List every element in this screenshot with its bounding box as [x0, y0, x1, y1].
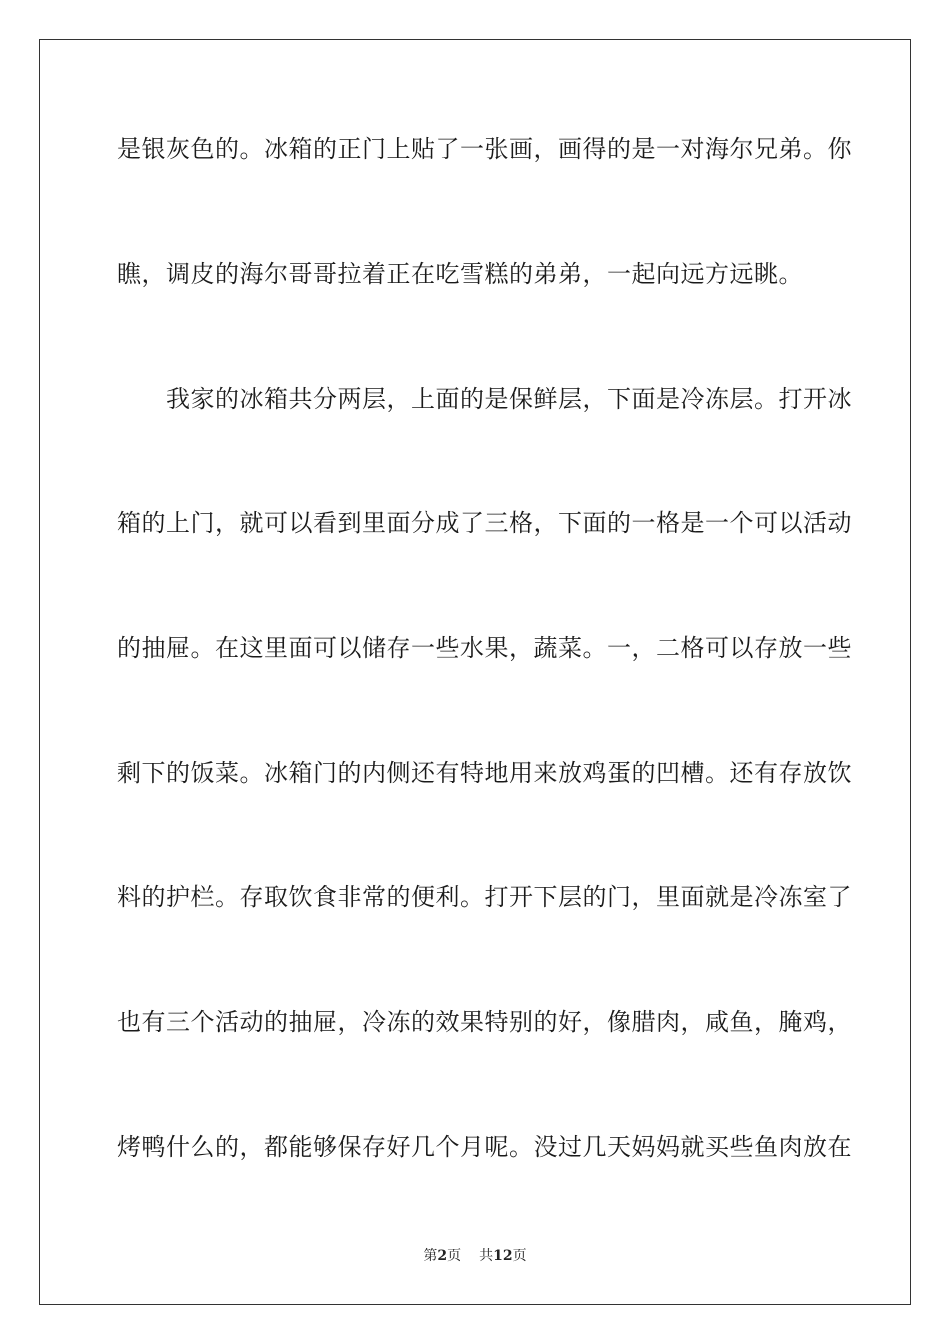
body-text-line: 是银灰色的。冰箱的正门上贴了一张画，画得的是一对海尔兄弟。你: [117, 135, 852, 163]
total-pages: 12: [493, 1248, 513, 1264]
body-text-line: 剩下的饭菜。冰箱门的内侧还有特地用来放鸡蛋的凹槽。还有存放饮: [117, 759, 852, 787]
body-text-line: 的抽屉。在这里面可以储存一些水果，蔬菜。一，二格可以存放一些: [117, 634, 852, 662]
body-text-line: 也有三个活动的抽屉，冷冻的效果特别的好，像腊肉，咸鱼，腌鸡，: [117, 1008, 852, 1036]
body-text-line: 我家的冰箱共分两层，上面的是保鲜层，下面是冷冻层。打开冰: [117, 385, 852, 413]
body-text-line: 烤鸭什么的，都能够保存好几个月呢。没过几天妈妈就买些鱼肉放在: [117, 1133, 852, 1161]
page-prefix: 第: [423, 1248, 438, 1264]
body-text-line: 料的护栏。存取饮食非常的便利。打开下层的门，里面就是冷冻室了: [117, 883, 852, 911]
body-text-line: 箱的上门，就可以看到里面分成了三格，下面的一格是一个可以活动: [117, 509, 852, 537]
total-prefix: 共: [479, 1248, 494, 1264]
page-number: 2: [437, 1248, 448, 1264]
page-footer: [0, 1247, 950, 1265]
page-suffix: 页: [447, 1248, 462, 1264]
page-border: [39, 39, 911, 1305]
body-text-line: 瞧，调皮的海尔哥哥拉着正在吃雪糕的弟弟，一起向远方远眺。: [117, 260, 803, 288]
total-suffix: 页: [512, 1248, 527, 1264]
